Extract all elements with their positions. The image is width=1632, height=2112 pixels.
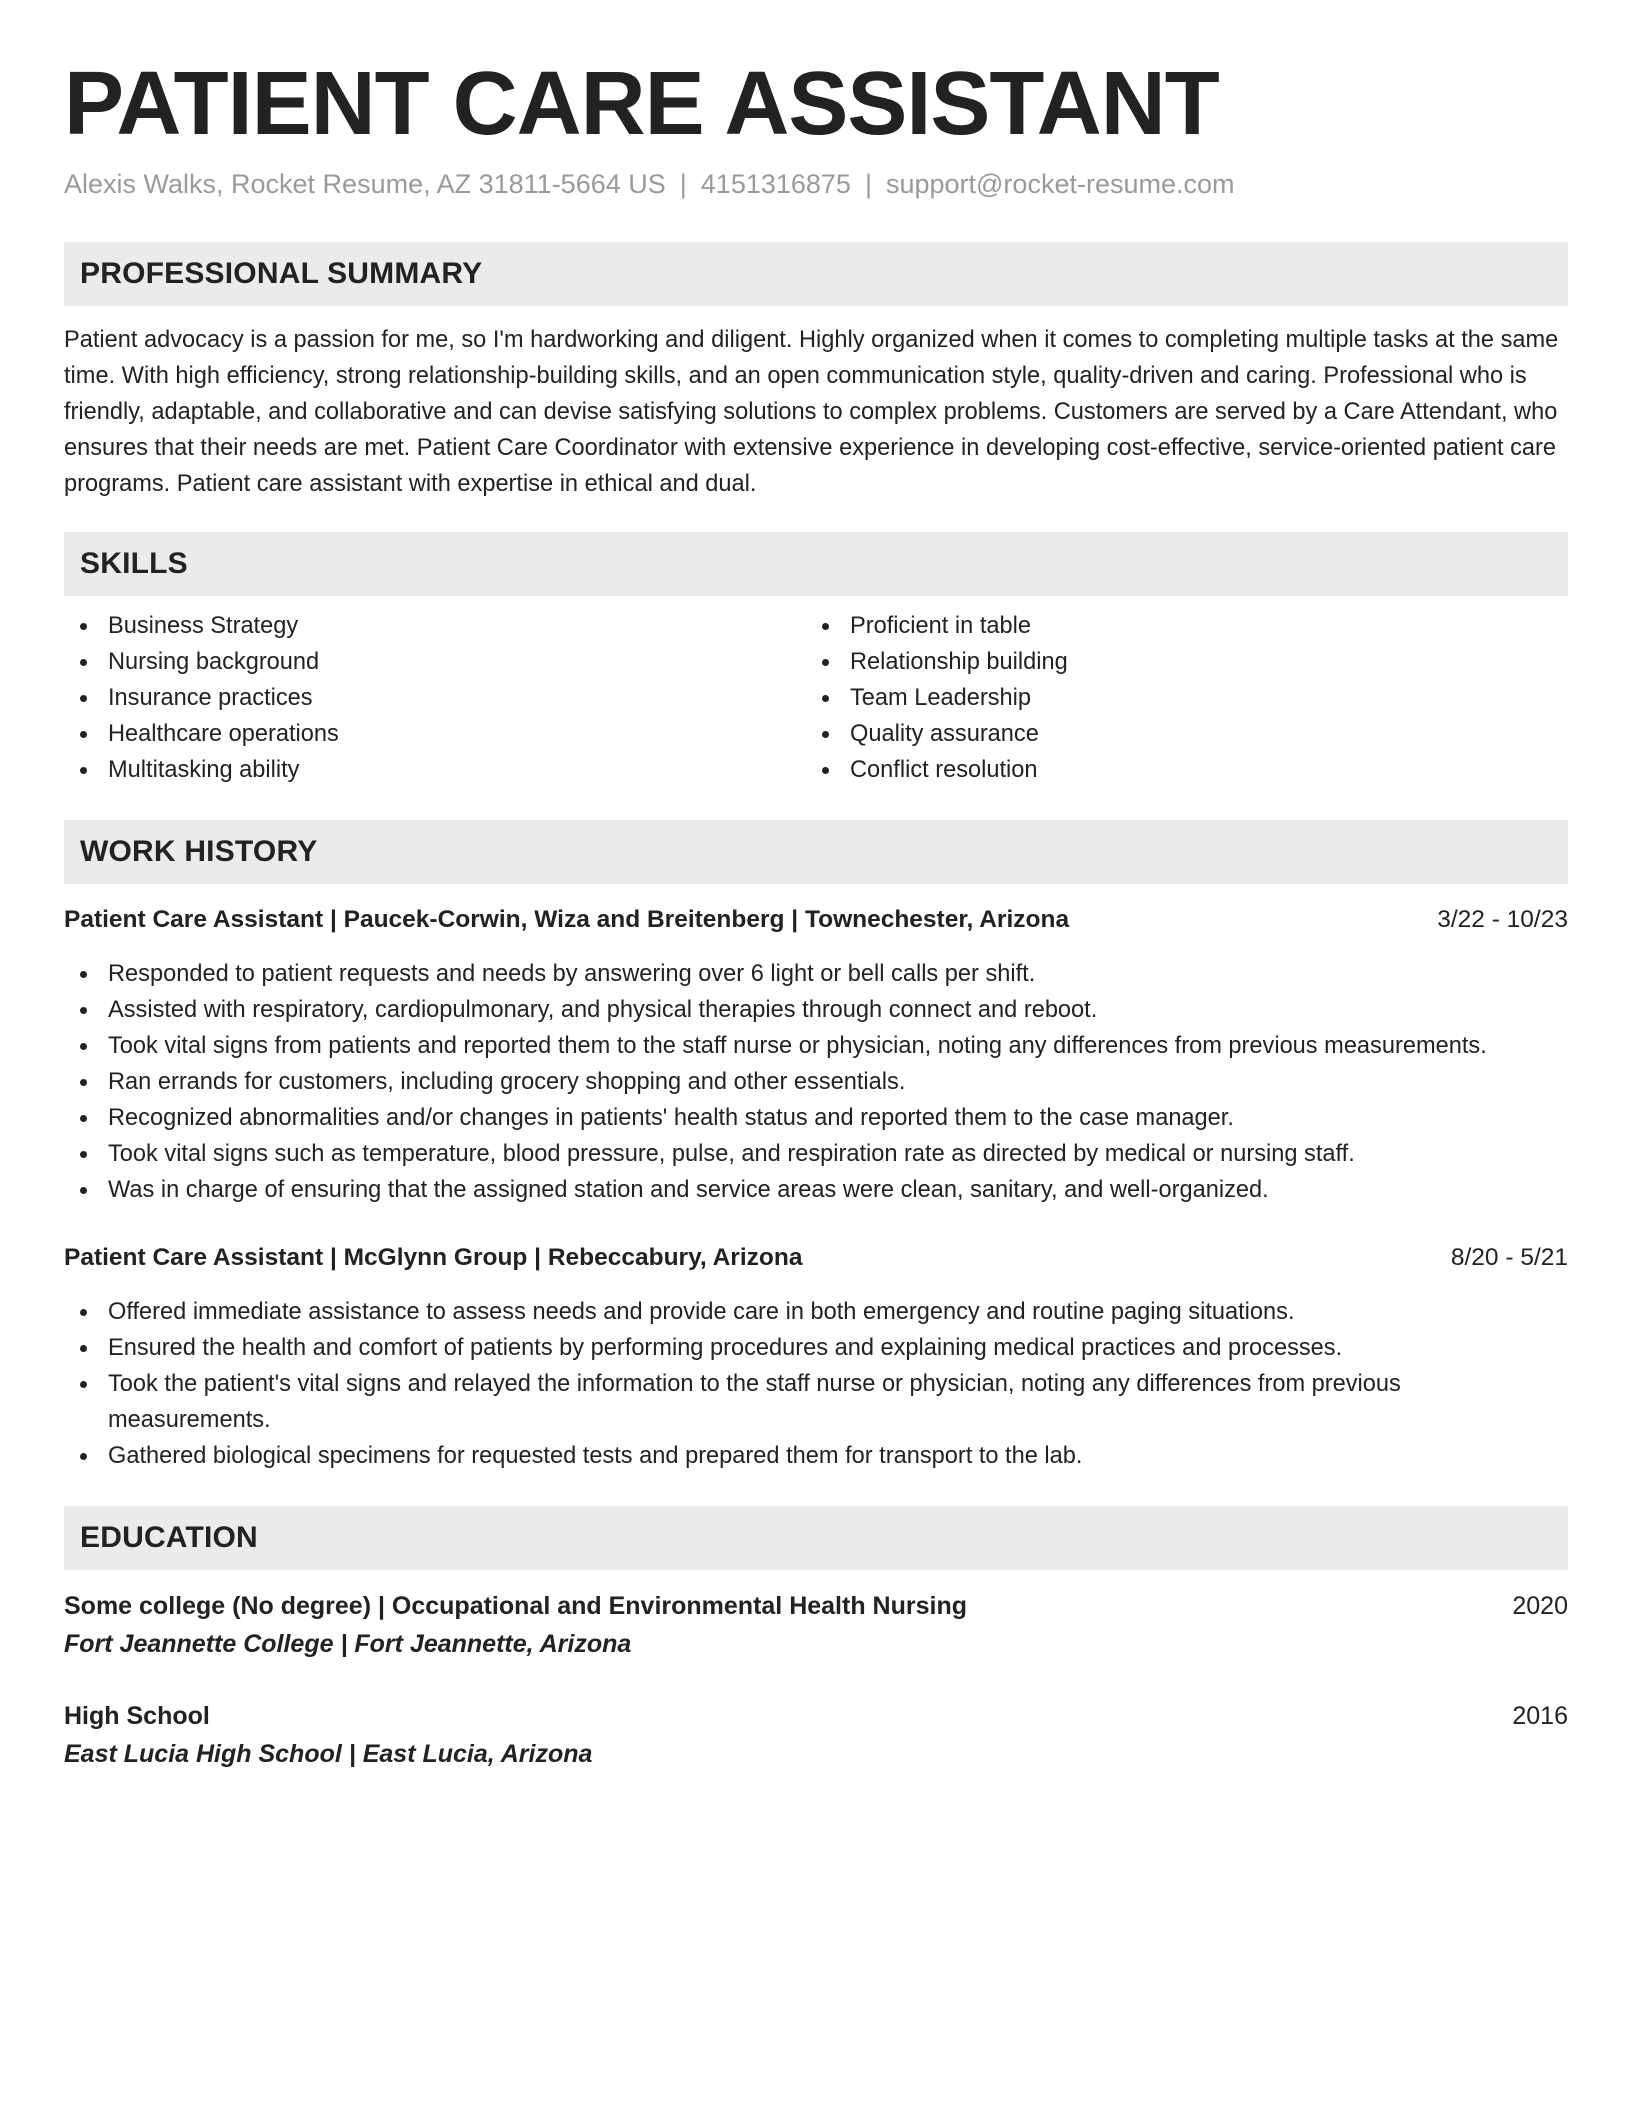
skills-list [64,608,1568,788]
contact-address: Alexis Walks, Rocket Resume, AZ 31811-5664 US [64,168,666,199]
contact-separator: | [864,168,872,199]
education-section-header [64,1506,1568,1570]
job-title: Patient Care Assistant | Paucek-Corwin, Wiza and Breitenberg | Townechester, Arizona [64,905,1070,933]
skill-item: Team Leadership [806,680,1548,716]
education-degree: Some college (No degree) | Occupational and Environmental Health Nursing [64,1591,967,1620]
job-bullet: Took vital signs from patients and reported them to the staff nurse or physician, noting any differences from previous measurements. [64,1028,1568,1064]
summary-text: Patient advocacy is a passion for me, so I'm hardworking and diligent. Highly organized when it comes to completing multiple tasks at the same time. With high efficiency, strong relationship-building skills, and an open communication style, quality-driven and caring. Professional who is friendly, adaptable, and collaborative and can devise satisfying solutions to complex problems. Customers are served by a Care Attendant, who ensures that their needs are met. Patient Care Coordinator with extensive experience in developing cost-effective, service-oriented patient care programs. Patient care assistant with expertise in ethical and dual. [64,326,1559,497]
work-heading: WORK HISTORY [80,834,318,868]
skills-heading: SKILLS [80,546,188,580]
education-degree: High School [64,1701,210,1730]
education-year: 2016 [1512,1701,1568,1730]
contact-line [64,169,1568,200]
job-header [64,1240,1568,1276]
skill-item: Conflict resolution [806,752,1548,788]
education-header [64,1698,1568,1734]
skills-column-left [64,608,806,788]
job-bullets [64,1294,1568,1474]
education-year: 2020 [1512,1591,1568,1620]
contact-separator: | [679,168,687,199]
job-bullet: Took vital signs such as temperature, blood pressure, pulse, and respiration rate as directed by medical or nursing staff. [64,1136,1568,1172]
contact-email: support@rocket-resume.com [885,168,1235,199]
work-section-header [64,820,1568,884]
education-heading: EDUCATION [80,1520,258,1554]
job-entry [64,1240,1568,1474]
summary-section-header [64,242,1568,306]
job-dates: 3/22 - 10/23 [1437,905,1568,933]
job-bullets [64,956,1568,1208]
job-bullet: Recognized abnormalities and/or changes in patients' health status and reported them to the case manager. [64,1100,1568,1136]
job-bullet: Ensured the health and comfort of patients by performing procedures and explaining medical practices and processes. [64,1330,1568,1366]
skill-item: Business Strategy [64,608,806,644]
job-bullet: Was in charge of ensuring that the assigned station and service areas were clean, sanitary, and well-organized. [64,1172,1568,1208]
job-entry [64,902,1568,1208]
skill-item: Relationship building [806,644,1548,680]
job-title: Patient Care Assistant | McGlynn Group | Rebeccabury, Arizona [64,1243,803,1271]
skills-column-right [806,608,1548,788]
education-school: East Lucia High School | East Lucia, Arizona [64,1739,593,1768]
job-bullet: Responded to patient requests and needs by answering over 6 light or bell calls per shift. [64,956,1568,992]
job-bullet: Took the patient's vital signs and relayed the information to the staff nurse or physician, noting any differences from previous measurements. [64,1366,1568,1438]
summary-heading: PROFESSIONAL SUMMARY [80,256,483,290]
resume-page [64,54,1568,1772]
skill-item: Insurance practices [64,680,806,716]
resume-title: PATIENT CARE ASSISTANT [64,54,1219,154]
skills-section-header [64,532,1568,596]
skill-item: Nursing background [64,644,806,680]
job-bullet: Gathered biological specimens for requested tests and prepared them for transport to the lab. [64,1438,1568,1474]
job-bullet: Offered immediate assistance to assess needs and provide care in both emergency and routine paging situations. [64,1294,1568,1330]
job-bullet: Ran errands for customers, including grocery shopping and other essentials. [64,1064,1568,1100]
contact-phone: 4151316875 [700,168,851,199]
skill-item: Healthcare operations [64,716,806,752]
skill-item: Multitasking ability [64,752,806,788]
job-bullet: Assisted with respiratory, cardiopulmonary, and physical therapies through connect and reboot. [64,992,1568,1028]
skill-item: Proficient in table [806,608,1548,644]
skill-item: Quality assurance [806,716,1548,752]
job-header [64,902,1568,938]
education-school: Fort Jeannette College | Fort Jeannette, Arizona [64,1629,632,1658]
job-dates: 8/20 - 5/21 [1450,1243,1568,1271]
education-header [64,1588,1568,1624]
education-entry [64,1588,1568,1662]
education-entry [64,1698,1568,1772]
